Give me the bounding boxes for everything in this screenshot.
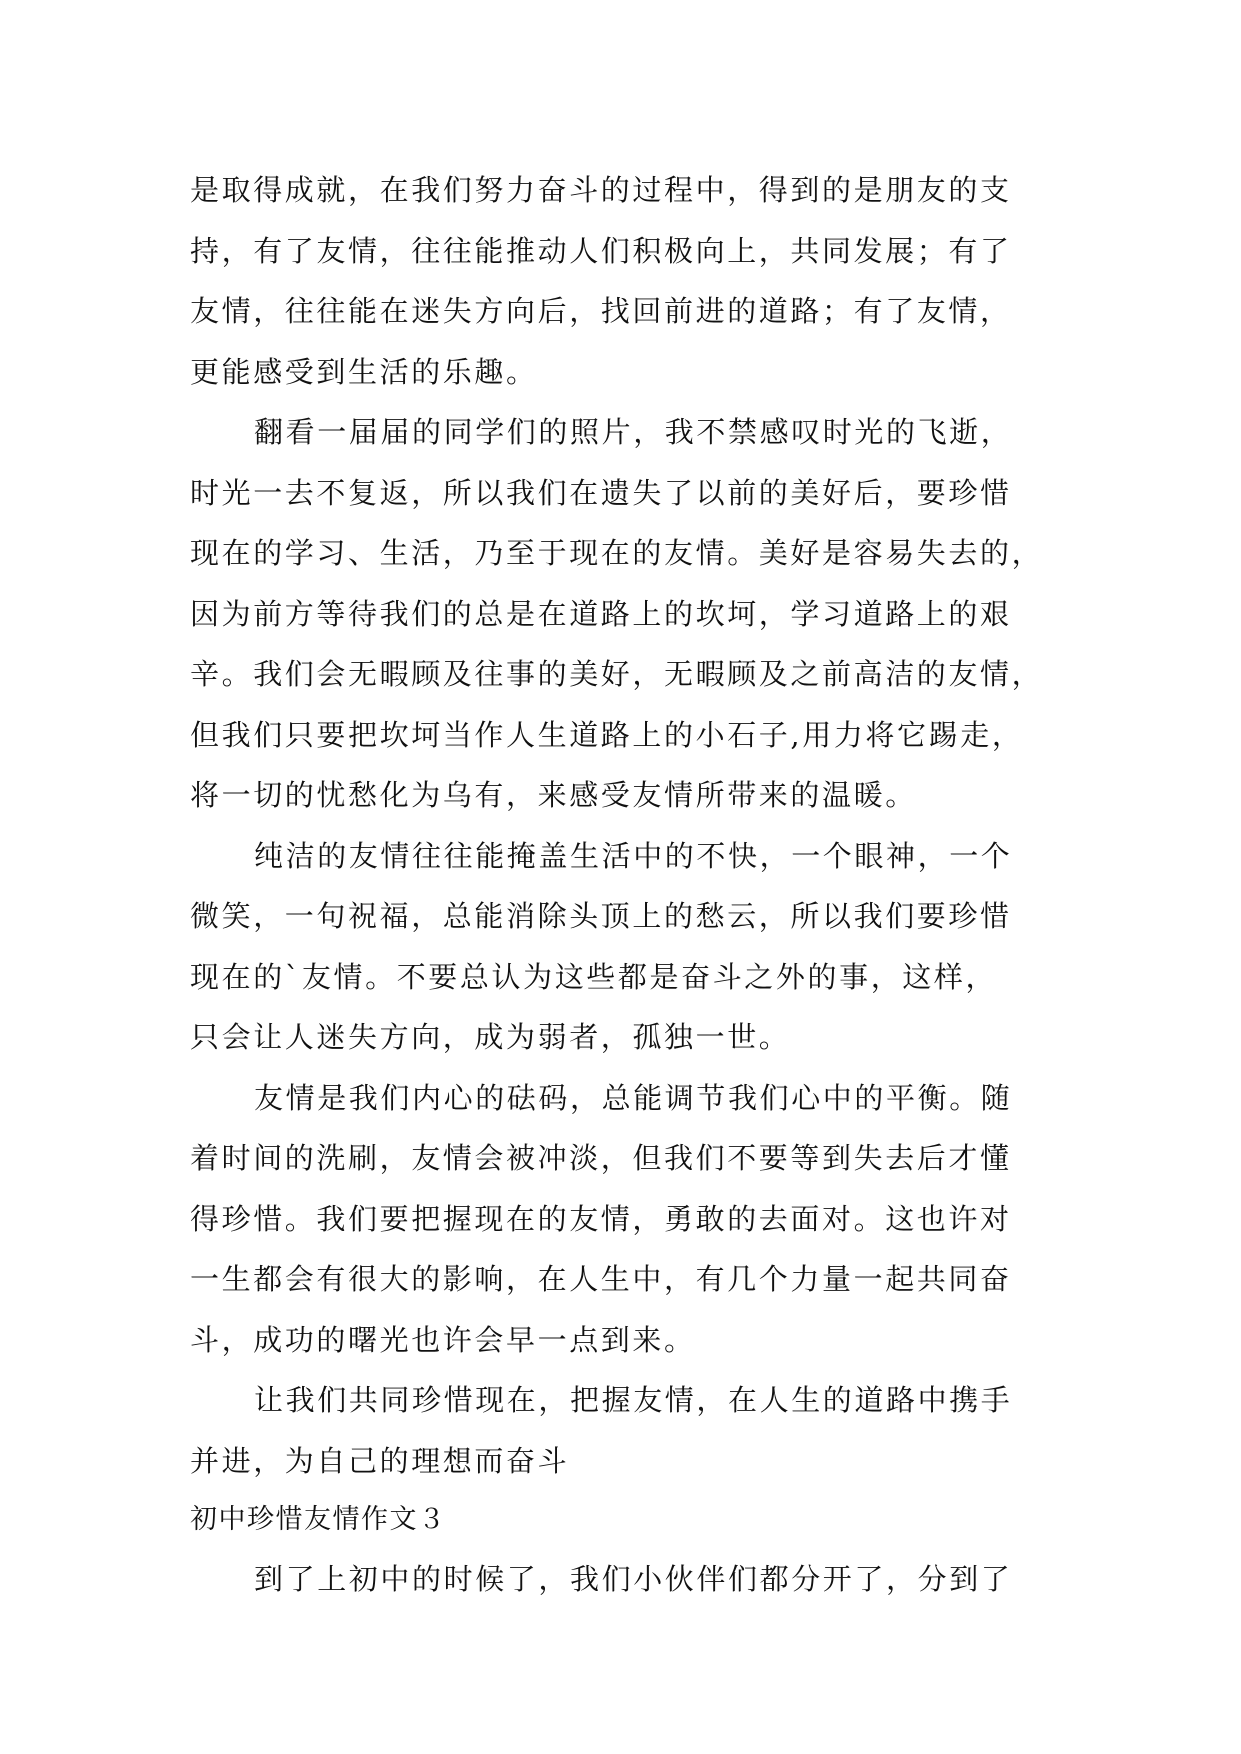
text-line: 得珍惜。我们要把握现在的友情，勇敢的去面对。这也许对: [190, 1201, 1012, 1236]
text-line: 并进，为自己的理想而奋斗: [190, 1443, 570, 1478]
text-line: 因为前方等待我们的总是在道路上的坎坷，学习道路上的艰: [190, 596, 1012, 631]
text-line: 到了上初中的时候了，我们小伙伴们都分开了，分到了: [254, 1562, 1013, 1596]
text-line: 持，有了友情，往往能推动人们积极向上，共同发展；有了: [190, 233, 1012, 268]
text-line: 现在的学习、生活，乃至于现在的友情。美好是容易失去的，: [190, 536, 1044, 570]
document-body: [190, 160, 1060, 1610]
text-line: 但我们只要把坎坷当作人生道路上的小石子,用力将它踢走，: [190, 717, 1024, 752]
text-line: 友情是我们内心的砝码，总能调节我们心中的平衡。随: [254, 1080, 1013, 1115]
text-line: 现在的`友情。不要总认为这些都是奋斗之外的事，这样，: [190, 959, 998, 994]
text-line: 微笑，一句祝福，总能消除头顶上的愁云，所以我们要珍惜: [190, 899, 1012, 933]
paragraph: [190, 826, 1060, 1068]
paragraph: [190, 1068, 1060, 1371]
paragraph: [190, 1370, 1060, 1491]
text-line: 只会让人迷失方向，成为弱者，孤独一世。: [190, 1020, 791, 1054]
section-heading: 初中珍惜友情作文３: [190, 1504, 447, 1535]
text-line: 时光一去不复返，所以我们在遗失了以前的美好后，要珍惜: [190, 475, 1012, 510]
paragraph: [190, 402, 1060, 826]
text-line: 纯洁的友情往往能掩盖生活中的不快，一个眼神，一个: [254, 838, 1013, 873]
text-line: 更能感受到生活的乐趣。: [190, 354, 538, 389]
text-line: 将一切的忧愁化为乌有，来感受友情所带来的温暖。: [190, 778, 917, 812]
text-line: 友情，往往能在迷失方向后，找回前进的道路；有了友情，: [190, 294, 1012, 328]
text-line: 一生都会有很大的影响，在人生中，有几个力量一起共同奋: [190, 1262, 1012, 1296]
text-line: 让我们共同珍惜现在，把握友情，在人生的道路中携手: [254, 1383, 1013, 1417]
text-line: 是取得成就，在我们努力奋斗的过程中，得到的是朋友的支: [190, 173, 1012, 207]
paragraph: [190, 1549, 1060, 1610]
text-line: 翻看一届届的同学们的照片，我不禁感叹时光的飞逝，: [254, 415, 1013, 449]
text-line: 辛。我们会无暇顾及往事的美好，无暇顾及之前高洁的友情，: [190, 657, 1044, 691]
text-line: 着时间的洗刷，友情会被冲淡，但我们不要等到失去后才懂: [190, 1141, 1012, 1175]
text-line: 斗，成功的曙光也许会早一点到来。: [190, 1322, 696, 1357]
paragraph: [190, 160, 1060, 402]
